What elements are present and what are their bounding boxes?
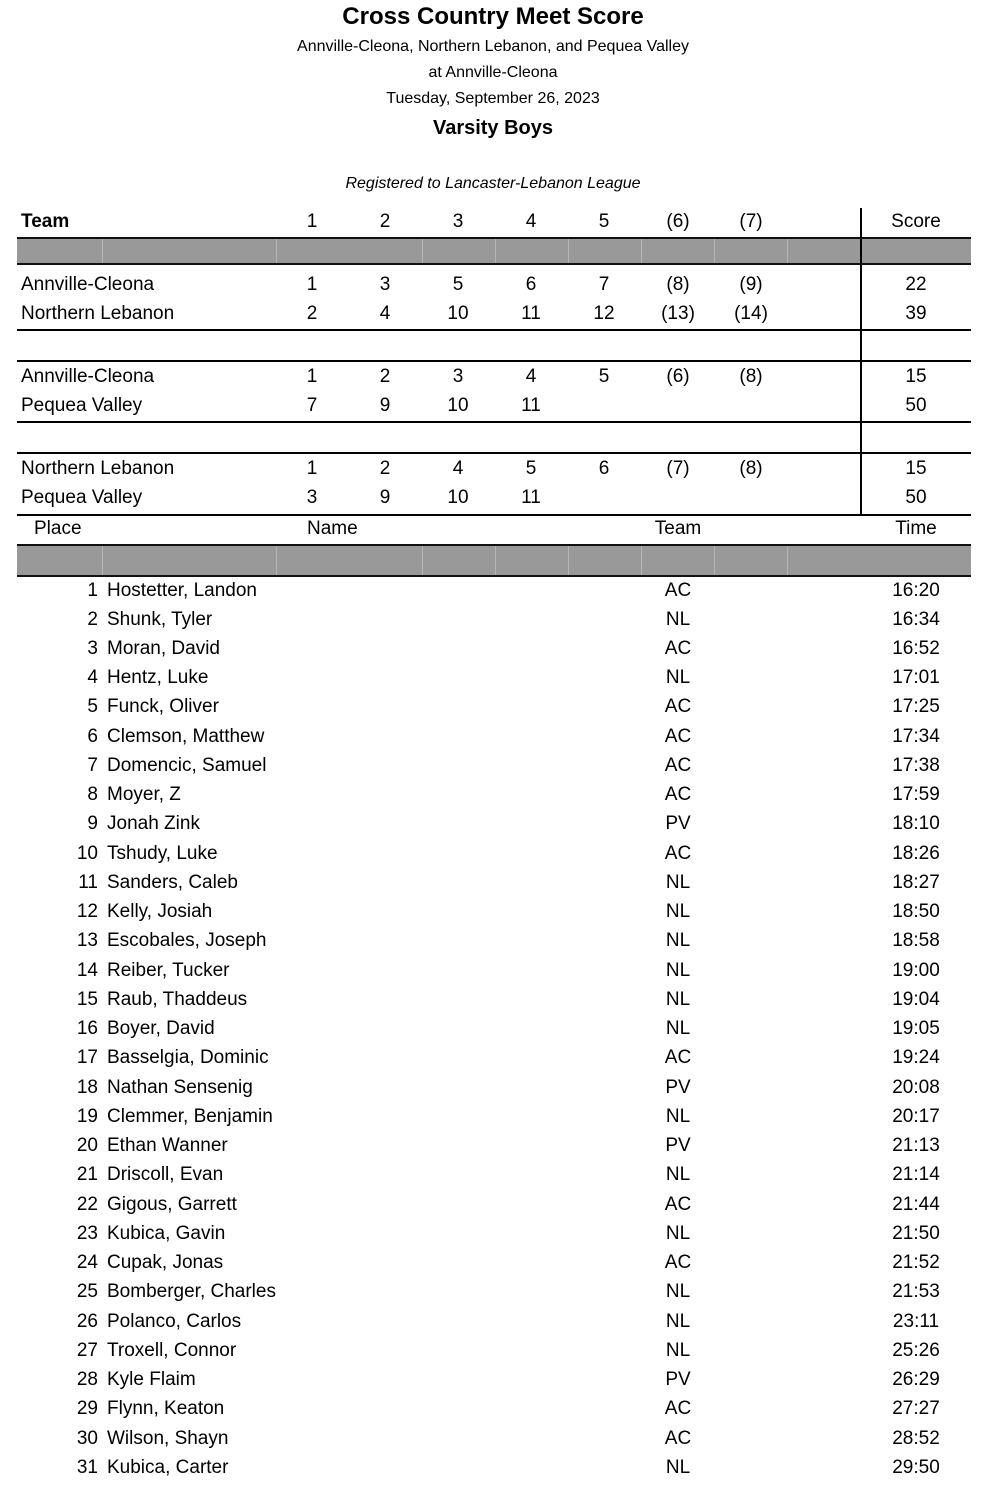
place: 6 bbox=[87, 726, 98, 747]
team-score: 15 bbox=[905, 366, 927, 387]
place: 20 bbox=[76, 1135, 98, 1156]
place-7: (8) bbox=[739, 366, 763, 387]
place-4: 4 bbox=[525, 366, 537, 387]
finish-time: 18:27 bbox=[892, 872, 940, 893]
place: 16 bbox=[76, 1018, 98, 1039]
runner-name: Jonah Zink bbox=[107, 813, 200, 834]
runner-name: Polanco, Carlos bbox=[107, 1311, 242, 1332]
place: 1 bbox=[87, 580, 98, 601]
place: 13 bbox=[76, 930, 98, 951]
place-7: (9) bbox=[739, 274, 763, 295]
place-6: (6) bbox=[666, 366, 690, 387]
team-name: Pequea Valley bbox=[21, 395, 143, 416]
result-row bbox=[0, 1046, 986, 1075]
runner-name: Hostetter, Landon bbox=[107, 580, 257, 601]
col-header-4: 4 bbox=[525, 211, 537, 232]
team-code: NL bbox=[665, 1106, 691, 1127]
runner-name: Shunk, Tyler bbox=[107, 609, 213, 630]
team-code: NL bbox=[665, 609, 691, 630]
team-code: NL bbox=[665, 1281, 691, 1302]
runner-name: Escobales, Joseph bbox=[107, 930, 267, 951]
finish-time: 21:13 bbox=[892, 1135, 940, 1156]
place: 2 bbox=[87, 609, 98, 630]
divider bbox=[17, 421, 971, 423]
result-row bbox=[0, 959, 986, 988]
team-name: Northern Lebanon bbox=[21, 458, 175, 479]
runner-name: Clemson, Matthew bbox=[107, 726, 265, 747]
team-code: AC bbox=[664, 638, 692, 659]
team-name: Annville-Cleona bbox=[21, 366, 155, 387]
result-row bbox=[0, 1163, 986, 1192]
place-5: 12 bbox=[593, 303, 615, 324]
result-row bbox=[0, 1134, 986, 1163]
result-row bbox=[0, 608, 986, 637]
runner-name: Gigous, Garrett bbox=[107, 1194, 237, 1215]
result-row bbox=[0, 783, 986, 812]
result-row bbox=[0, 1456, 986, 1485]
team-code: AC bbox=[664, 1398, 692, 1419]
divider bbox=[17, 514, 971, 516]
place-3: 4 bbox=[452, 458, 464, 479]
finish-time: 20:17 bbox=[892, 1106, 940, 1127]
place-4: 6 bbox=[525, 274, 537, 295]
team-code: AC bbox=[664, 726, 692, 747]
score-header-bar bbox=[17, 237, 971, 265]
runner-name: Ethan Wanner bbox=[107, 1135, 228, 1156]
result-row bbox=[0, 1368, 986, 1397]
team-code: PV bbox=[665, 1369, 691, 1390]
result-row bbox=[0, 725, 986, 754]
team-code: NL bbox=[665, 667, 691, 688]
place: 27 bbox=[76, 1340, 98, 1361]
result-row bbox=[0, 695, 986, 724]
result-row bbox=[0, 1076, 986, 1105]
team-code: AC bbox=[664, 696, 692, 717]
finish-time: 17:59 bbox=[892, 784, 940, 805]
divider bbox=[17, 329, 971, 331]
result-row bbox=[0, 1397, 986, 1426]
finish-time: 16:52 bbox=[892, 638, 940, 659]
team-code: NL bbox=[665, 1018, 691, 1039]
col-header-3: 3 bbox=[452, 211, 464, 232]
place-2: 2 bbox=[379, 458, 391, 479]
place-6: (7) bbox=[666, 458, 690, 479]
place: 18 bbox=[76, 1077, 98, 1098]
place-1: 1 bbox=[306, 366, 318, 387]
team-code: PV bbox=[665, 813, 691, 834]
finish-time: 28:52 bbox=[892, 1428, 940, 1449]
col-header-name: Name bbox=[307, 518, 358, 539]
place-2: 9 bbox=[379, 487, 391, 508]
place-3: 10 bbox=[447, 395, 469, 416]
team-score: 50 bbox=[905, 487, 927, 508]
col-header-1: 1 bbox=[306, 211, 318, 232]
team-code: PV bbox=[665, 1077, 691, 1098]
team-score: 22 bbox=[905, 274, 927, 295]
finish-time: 18:10 bbox=[892, 813, 940, 834]
result-row bbox=[0, 1251, 986, 1280]
team-name: Pequea Valley bbox=[21, 487, 143, 508]
runner-name: Kelly, Josiah bbox=[107, 901, 213, 922]
place: 12 bbox=[76, 901, 98, 922]
runner-name: Troxell, Connor bbox=[107, 1340, 237, 1361]
place-4: 11 bbox=[521, 487, 541, 508]
place: 28 bbox=[76, 1369, 98, 1390]
place: 29 bbox=[76, 1398, 98, 1419]
finish-time: 23:11 bbox=[892, 1311, 940, 1332]
runner-name: Funck, Oliver bbox=[107, 696, 219, 717]
team-code: AC bbox=[664, 1047, 692, 1068]
finish-time: 21:14 bbox=[892, 1164, 940, 1185]
meet-location: at Annville-Cleona bbox=[428, 64, 558, 81]
place: 30 bbox=[76, 1428, 98, 1449]
finish-time: 21:44 bbox=[892, 1194, 940, 1215]
place-7: (8) bbox=[739, 458, 763, 479]
place-5: 7 bbox=[598, 274, 610, 295]
col-header-2: 2 bbox=[379, 211, 391, 232]
result-row bbox=[0, 1222, 986, 1251]
runner-name: Tshudy, Luke bbox=[107, 843, 218, 864]
result-row bbox=[0, 1105, 986, 1134]
place: 19 bbox=[76, 1106, 98, 1127]
divider bbox=[17, 360, 971, 362]
place-1: 1 bbox=[306, 274, 318, 295]
runner-name: Kubica, Carter bbox=[107, 1457, 229, 1478]
runner-name: Hentz, Luke bbox=[107, 667, 209, 688]
place-6: (13) bbox=[661, 303, 695, 324]
place-1: 2 bbox=[306, 303, 318, 324]
place: 24 bbox=[76, 1252, 98, 1273]
place: 21 bbox=[76, 1164, 98, 1185]
place: 7 bbox=[87, 755, 98, 776]
finish-time: 27:27 bbox=[892, 1398, 940, 1419]
team-code: PV bbox=[665, 1135, 691, 1156]
place-5: 6 bbox=[598, 458, 610, 479]
runner-name: Basselgia, Dominic bbox=[107, 1047, 269, 1068]
result-row bbox=[0, 754, 986, 783]
team-code: NL bbox=[665, 1164, 691, 1185]
runner-name: Boyer, David bbox=[107, 1018, 215, 1039]
team-code: NL bbox=[665, 960, 691, 981]
team-code: NL bbox=[665, 1340, 691, 1361]
finish-time: 17:38 bbox=[892, 755, 940, 776]
place-3: 5 bbox=[452, 274, 464, 295]
team-score: 39 bbox=[905, 303, 927, 324]
page-title: Cross Country Meet Score bbox=[342, 3, 644, 30]
team-score: 50 bbox=[905, 395, 927, 416]
place-1: 7 bbox=[306, 395, 318, 416]
team-code: AC bbox=[664, 784, 692, 805]
result-row bbox=[0, 637, 986, 666]
col-header-time: Time bbox=[895, 518, 937, 539]
team-name: Annville-Cleona bbox=[21, 274, 155, 295]
runner-name: Flynn, Keaton bbox=[107, 1398, 225, 1419]
place: 14 bbox=[76, 960, 98, 981]
place-4: 11 bbox=[521, 303, 541, 324]
finish-time: 19:04 bbox=[892, 989, 940, 1010]
finish-time: 26:29 bbox=[892, 1369, 940, 1390]
finish-time: 18:50 bbox=[892, 901, 940, 922]
team-code: NL bbox=[665, 1457, 691, 1478]
result-row bbox=[0, 1193, 986, 1222]
place: 15 bbox=[76, 989, 98, 1010]
runner-name: Raub, Thaddeus bbox=[107, 989, 248, 1010]
result-row bbox=[0, 1339, 986, 1368]
meet-date: Tuesday, September 26, 2023 bbox=[386, 90, 600, 107]
place-6: (8) bbox=[666, 274, 690, 295]
runner-name: Kubica, Gavin bbox=[107, 1223, 226, 1244]
team-name: Northern Lebanon bbox=[21, 303, 175, 324]
result-row bbox=[0, 1427, 986, 1456]
runner-name: Clemmer, Benjamin bbox=[107, 1106, 273, 1127]
result-row bbox=[0, 1310, 986, 1339]
col-header-score: Score bbox=[891, 211, 941, 232]
finish-time: 17:34 bbox=[892, 726, 940, 747]
result-row bbox=[0, 812, 986, 841]
finish-time: 19:05 bbox=[892, 1018, 940, 1039]
result-row bbox=[0, 988, 986, 1017]
place: 17 bbox=[76, 1047, 98, 1068]
place-1: 3 bbox=[306, 487, 318, 508]
runner-name: Moran, David bbox=[107, 638, 220, 659]
place-1: 1 bbox=[306, 458, 318, 479]
team-code: NL bbox=[665, 1223, 691, 1244]
place-5: 5 bbox=[598, 366, 610, 387]
place: 11 bbox=[78, 872, 98, 893]
team-code: AC bbox=[664, 843, 692, 864]
place-4: 11 bbox=[521, 395, 541, 416]
finish-time: 17:25 bbox=[892, 696, 940, 717]
finish-time: 17:01 bbox=[892, 667, 940, 688]
runner-name: Sanders, Caleb bbox=[107, 872, 238, 893]
finish-time: 18:26 bbox=[892, 843, 940, 864]
runner-name: Driscoll, Evan bbox=[107, 1164, 224, 1185]
place: 31 bbox=[76, 1457, 98, 1478]
finish-time: 29:50 bbox=[892, 1457, 940, 1478]
finish-time: 21:53 bbox=[892, 1281, 940, 1302]
place: 22 bbox=[76, 1194, 98, 1215]
col-header-place: Place bbox=[34, 518, 82, 539]
result-row bbox=[0, 842, 986, 871]
place-3: 10 bbox=[447, 303, 469, 324]
place-3: 10 bbox=[447, 487, 469, 508]
runner-name: Reiber, Tucker bbox=[107, 960, 230, 981]
place: 9 bbox=[87, 813, 98, 834]
team-code: NL bbox=[665, 872, 691, 893]
place: 3 bbox=[87, 638, 98, 659]
finish-time: 18:58 bbox=[892, 930, 940, 951]
place-2: 4 bbox=[379, 303, 391, 324]
result-row bbox=[0, 871, 986, 900]
divider bbox=[17, 452, 971, 454]
result-row bbox=[0, 900, 986, 929]
col-header-7: (7) bbox=[739, 211, 763, 232]
place: 4 bbox=[87, 667, 98, 688]
runner-name: Kyle Flaim bbox=[107, 1369, 196, 1390]
team-code: AC bbox=[664, 1252, 692, 1273]
place: 8 bbox=[87, 784, 98, 805]
result-row bbox=[0, 1280, 986, 1309]
team-code: NL bbox=[665, 989, 691, 1010]
place-4: 5 bbox=[525, 458, 537, 479]
team-code: AC bbox=[664, 755, 692, 776]
team-code: AC bbox=[664, 1428, 692, 1449]
place-2: 3 bbox=[379, 274, 391, 295]
result-row bbox=[0, 666, 986, 695]
place: 10 bbox=[76, 843, 98, 864]
place-7: (14) bbox=[734, 303, 768, 324]
finish-time: 16:20 bbox=[892, 580, 940, 601]
team-score: 15 bbox=[905, 458, 927, 479]
finish-time: 20:08 bbox=[892, 1077, 940, 1098]
place-2: 2 bbox=[379, 366, 391, 387]
col-header-6: (6) bbox=[666, 211, 690, 232]
finish-time: 19:24 bbox=[892, 1047, 940, 1068]
runner-name: Nathan Sensenig bbox=[107, 1077, 253, 1098]
runner-name: Moyer, Z bbox=[107, 784, 181, 805]
place: 23 bbox=[76, 1223, 98, 1244]
runner-name: Domencic, Samuel bbox=[107, 755, 267, 776]
place: 5 bbox=[87, 696, 98, 717]
runner-name: Wilson, Shayn bbox=[107, 1428, 229, 1449]
place: 26 bbox=[76, 1311, 98, 1332]
runner-name: Bomberger, Charles bbox=[107, 1281, 276, 1302]
finish-time: 25:26 bbox=[892, 1340, 940, 1361]
division-title: Varsity Boys bbox=[432, 117, 554, 139]
place: 25 bbox=[76, 1281, 98, 1302]
team-code: NL bbox=[665, 901, 691, 922]
finish-time: 21:50 bbox=[892, 1223, 940, 1244]
col-header-team: Team bbox=[21, 211, 70, 232]
col-header-5: 5 bbox=[598, 211, 610, 232]
finish-time: 21:52 bbox=[892, 1252, 940, 1273]
team-code: NL bbox=[665, 1311, 691, 1332]
results-header-bar bbox=[17, 544, 971, 577]
league-note: Registered to Lancaster-Lebanon League bbox=[345, 175, 641, 192]
meet-teams: Annville-Cleona, Northern Lebanon, and Pequea Valley bbox=[297, 38, 689, 55]
team-code: AC bbox=[664, 1194, 692, 1215]
runner-name: Cupak, Jonas bbox=[107, 1252, 224, 1273]
team-code: NL bbox=[665, 930, 691, 951]
finish-time: 16:34 bbox=[892, 609, 940, 630]
result-row bbox=[0, 929, 986, 958]
place-2: 9 bbox=[379, 395, 391, 416]
finish-time: 19:00 bbox=[892, 960, 940, 981]
place-3: 3 bbox=[452, 366, 464, 387]
result-row bbox=[0, 1017, 986, 1046]
result-row bbox=[0, 579, 986, 608]
team-code: AC bbox=[664, 580, 692, 601]
col-header-team: Team bbox=[654, 518, 702, 539]
